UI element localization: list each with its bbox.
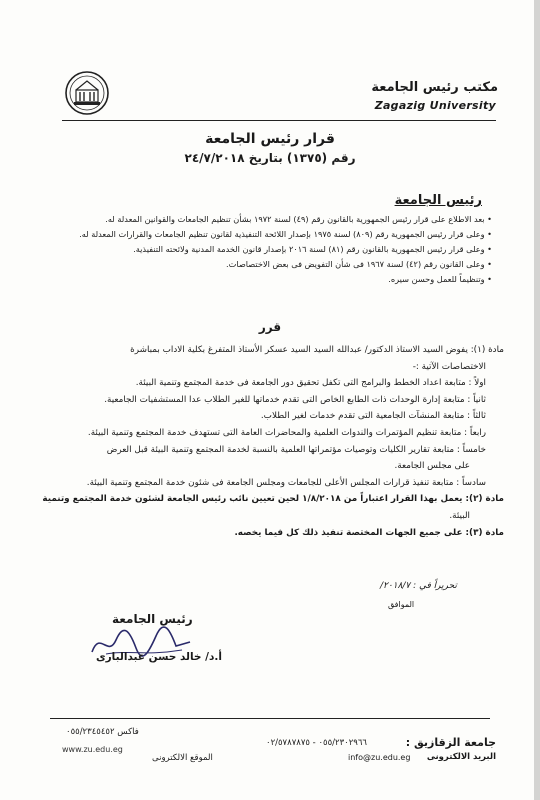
article-2-line: مادة (٢): يعمل بهذا القرار اعتباراً من ١/٨/٢٠١٨ لحين تعيين نائب رئيس الجامعة لشئون خدمة المجتمع وتنمية — [42, 494, 504, 505]
dated-sub: الموافق — [388, 600, 415, 609]
office-title-arabic: مكتب رئيس الجامعة — [371, 80, 498, 95]
footer-fax: فاكس ٠٥٥/٢٣٤٥٤٥٢ — [66, 727, 139, 737]
header-divider — [62, 120, 496, 121]
preamble-item: • وعلى قرار رئيس الجمهورية رقم (٨٠٩) لسنة ١٩٧٥ بإصدار اللائحة التنفيذية لقانون تنظيم الجامعات والقرارات المعدلة له. — [52, 227, 492, 242]
preamble-item: • وتنظيماً للعمل وحسن سيره. — [52, 272, 492, 287]
decides-heading: قرر — [258, 320, 282, 334]
article-3-line: مادة (٣): على جميع الجهات المختصة تنفيذ ذلك كل فيما يخصه. — [234, 527, 504, 538]
footer-email-label: البريد الالكترونى — [426, 752, 496, 762]
decree-title: قرار رئيس الجامعة — [205, 131, 335, 147]
footer-divider — [50, 718, 490, 719]
footer-phone: ٠٥٥/٢٣٠٢٩٦٦ - ٠٢/٥٧٨٧٨٧٥ — [266, 738, 367, 748]
decree-number: رقم (١٣٧٥) بتاريخ ٢٤/٧/٢٠١٨ — [184, 151, 356, 165]
article-1-line: مادة (١): يفوض السيد الاستاذ الدكتور/ عبدالله السيد السيد عسكر الأستاذ المتفرغ بكلية الاداب بمباشرة — [130, 345, 504, 355]
preamble-item: • بعد الاطلاع على قرار رئيس الجمهورية بالقانون رقم (٤٩) لسنة ١٩٧٢ بشأن تنظيم الجامعات والقوانين المعدلة له. — [52, 212, 492, 227]
duty-item: رابعاً : متابعة تنظيم المؤتمرات والندوات العلمية والمحاضرات العامة التى تستهدف خدمة المجتمع وتنمية البيئة. — [87, 427, 486, 438]
footer-website-label: الموقع الالكترونى — [152, 753, 213, 763]
duty-item: ثالثاً : متابعة المنشآت الجامعية التى تقدم خدمات لغير الطلاب. — [260, 411, 486, 422]
article-1-line: الاختصاصات الآتية :- — [412, 361, 486, 372]
university-seal-logo — [64, 70, 110, 116]
footer-website-link[interactable]: www.zu.edu.eg — [62, 745, 123, 754]
signatory-title: رئيس الجامعة — [112, 612, 193, 626]
duty-item: اولاً : متابعة اعداد الخطط والبرامج التى تكفل تحقيق دور الجامعة فى خدمة المجتمع وتنمية البيئة. — [135, 378, 486, 389]
dated-line: تحريراً في : ٢٠١٨/٧/ — [380, 581, 457, 591]
preamble-heading: رئيس الجامعة — [394, 193, 482, 208]
duty-item: سادساً : متابعة تنفيذ قرارات المجلس الأعلى للجامعات ومجلس الجامعة فى شئون خدمة المجتمع وتنمية البيئة. — [86, 477, 486, 488]
duty-item: ثانياً : متابعة إدارة الوحدات ذات الطابع الخاص التى تقدم خدماتها للغير الطلاب عدا المستشفيات الجامعية. — [104, 394, 486, 405]
duty-item-continued: على مجلس الجامعة. — [394, 461, 470, 472]
signatory-name: أ.د/ خالد حسن عبدالبارى — [96, 651, 222, 663]
office-title-english: Zagazig University — [374, 99, 496, 112]
preamble-item: • وعلى قرار رئيس الجمهورية بالقانون رقم (٨١) لسنة ٢٠١٦ بإصدار قانون الخدمة المدنية ولائحته التنفيذية. — [52, 242, 492, 257]
preamble-list — [52, 212, 492, 287]
article-2-line: البيئة. — [449, 510, 470, 521]
decree-articles — [34, 342, 504, 541]
footer-email-link[interactable]: info@zu.edu.eg — [348, 753, 411, 762]
preamble-item: • وعلى القانون رقم (٤٢) لسنة ١٩٦٧ فى شأن التفويض فى بعض الاختصاصات. — [52, 257, 492, 272]
footer-university: جامعة الزقازيق : — [405, 736, 496, 749]
duty-item: خامساً : متابعة تقارير الكليات وتوصيات مؤتمراتها العلمية بالنسبة لخدمة المجتمع وتنمية البيئة قبل العرض — [106, 444, 486, 455]
scan-edge — [534, 0, 540, 800]
